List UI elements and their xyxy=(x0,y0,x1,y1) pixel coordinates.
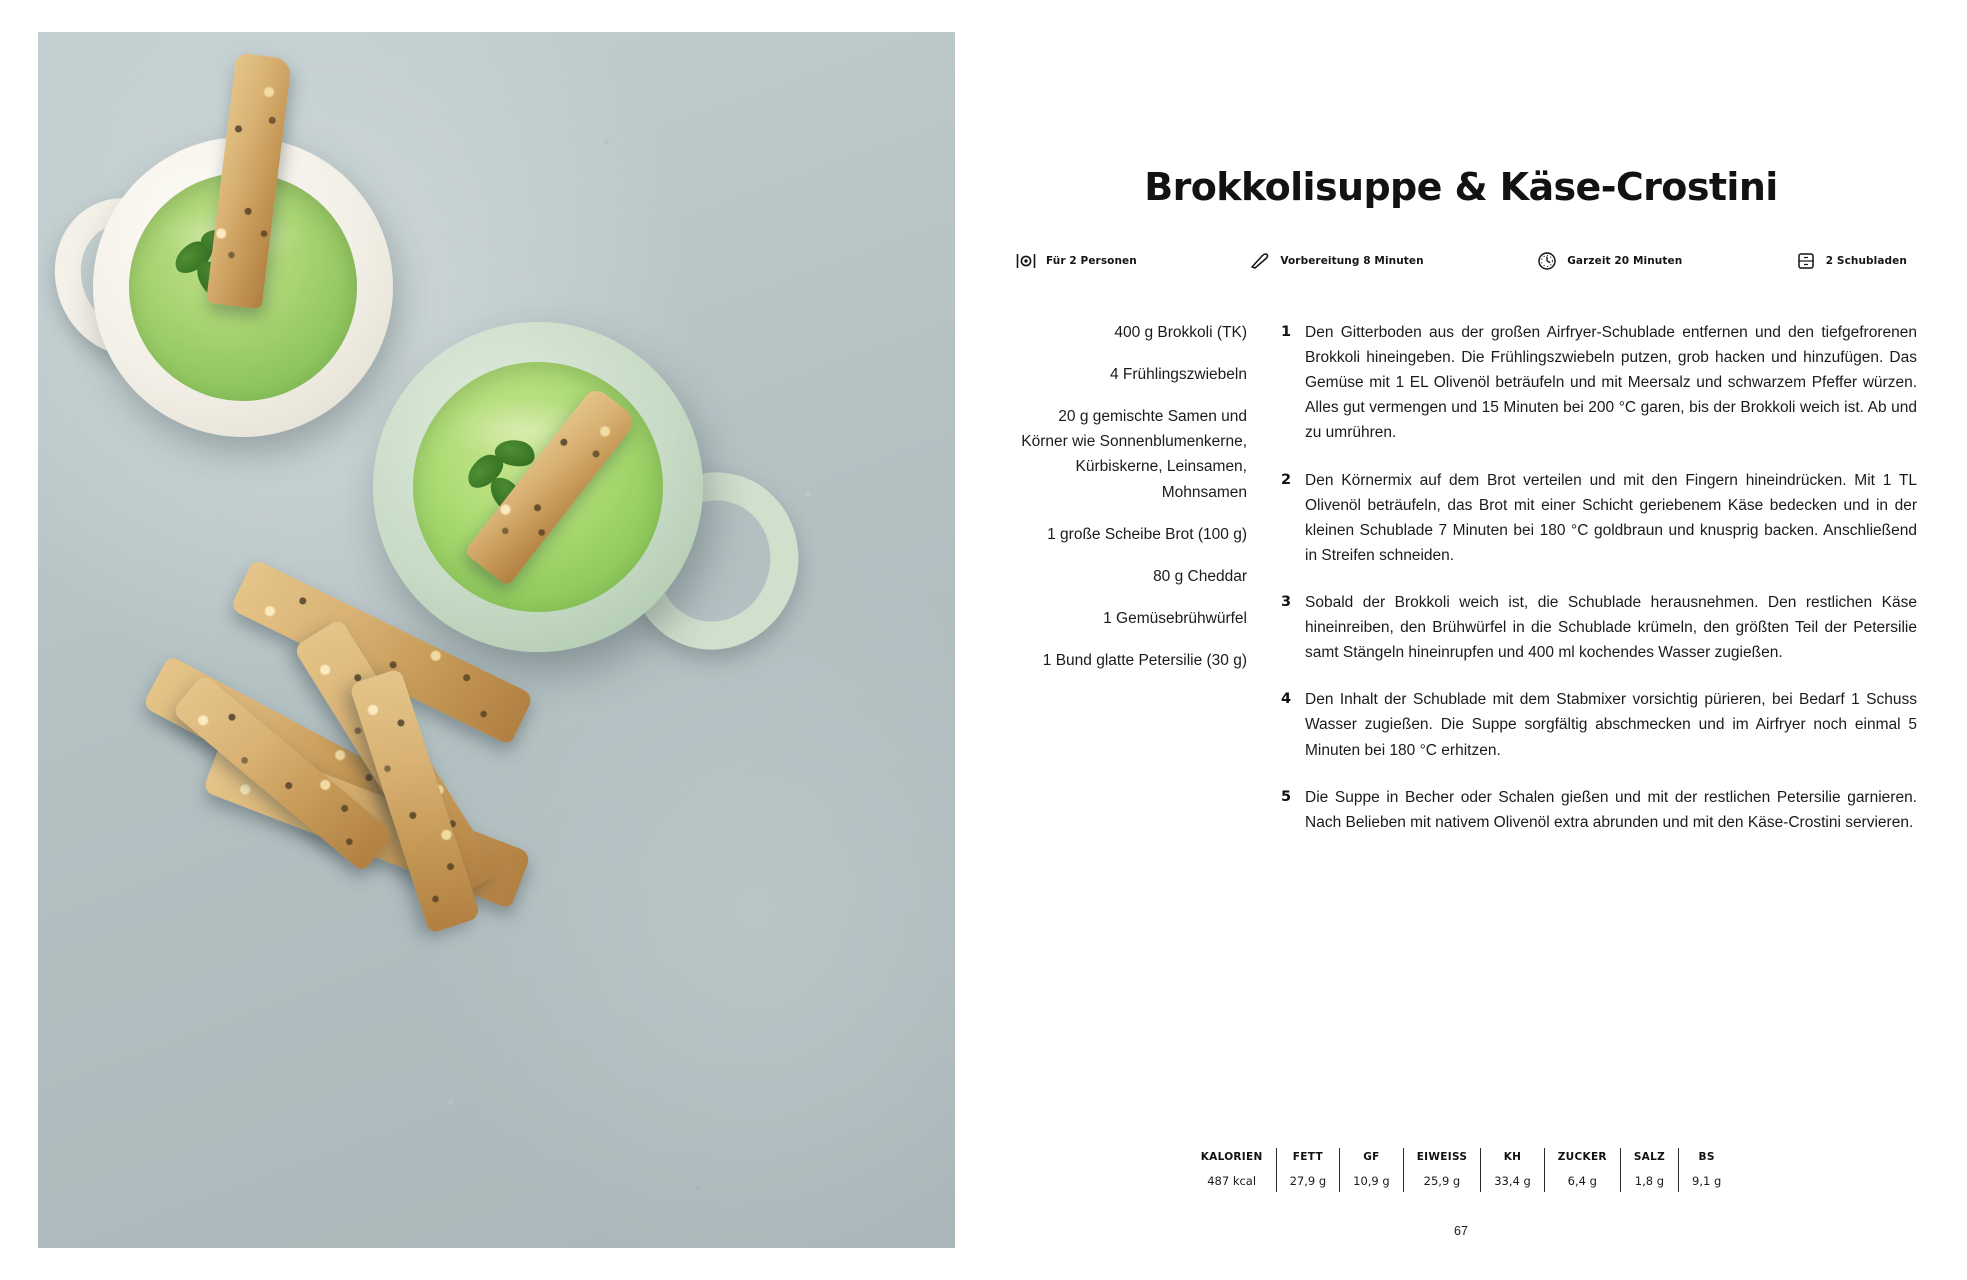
instruction-step xyxy=(1281,590,1917,665)
text-page xyxy=(955,0,1967,1280)
step-number: 2 xyxy=(1281,471,1292,488)
nutrition-value-cell: 6,4 g xyxy=(1544,1169,1620,1192)
page-title: Brokkolisuppe & Käse-Crostini xyxy=(1144,165,1778,210)
meta-prep xyxy=(1249,250,1423,272)
nutrition-value-cell: 10,9 g xyxy=(1340,1169,1404,1192)
nutrition-value-row xyxy=(1188,1169,1735,1192)
nutrition-header-cell: ZUCKER xyxy=(1544,1148,1620,1169)
recipe-photo xyxy=(38,32,955,1248)
ingredient-item: 4 Frühlingszwiebeln xyxy=(1110,366,1247,384)
drawer-icon xyxy=(1795,250,1817,272)
meta-drawers-label: 2 Schubladen xyxy=(1825,255,1907,267)
nutrition-header-cell: BS xyxy=(1679,1148,1735,1169)
step-number: 5 xyxy=(1281,788,1292,805)
nutrition-header-cell: SALZ xyxy=(1620,1148,1678,1169)
instruction-step xyxy=(1281,687,1917,762)
meta-servings xyxy=(1015,250,1137,272)
mug-white xyxy=(93,137,393,437)
meta-servings-label: Für 2 Personen xyxy=(1046,255,1137,267)
instruction-step xyxy=(1281,785,1917,835)
ingredients-list xyxy=(1015,320,1247,857)
nutrition-header-cell: FETT xyxy=(1276,1148,1340,1169)
nutrition-header-cell: KH xyxy=(1481,1148,1545,1169)
servings-icon xyxy=(1015,250,1037,272)
ingredient-item: 400 g Brokkoli (TK) xyxy=(1114,324,1247,341)
ingredient-item: 20 g gemischte Samen und Körner wie Sonnenblumenkerne, Kürbiskerne, Leinsamen, Mohnsamen xyxy=(1021,408,1247,501)
meta-cooktime-label: Garzeit 20 Minuten xyxy=(1567,255,1683,267)
ingredient-item: 80 g Cheddar xyxy=(1153,567,1247,585)
ingredient-item: 1 Bund glatte Petersilie (30 g) xyxy=(1042,651,1247,669)
ingredient-item: 1 große Scheibe Brot (100 g) xyxy=(1047,525,1247,543)
nutrition-value-cell: 487 kcal xyxy=(1207,1174,1257,1188)
instruction-step xyxy=(1281,320,1917,446)
photo-page xyxy=(0,0,955,1280)
meta-drawers xyxy=(1795,250,1907,272)
nutrition-header-cell: EIWEISS xyxy=(1403,1148,1481,1169)
instruction-steps xyxy=(1281,320,1917,857)
step-text: Die Suppe in Becher oder Schalen gießen und mit der restlichen Petersilie garnieren. Nach Belieben mit nativem Olivenöl extra abrunden und mit den Käse-Crostini servieren. xyxy=(1305,788,1917,831)
step-number: 4 xyxy=(1281,691,1292,708)
step-text: Den Inhalt der Schublade mit dem Stabmixer vorsichtig pürieren, bei Bedarf 1 Schuss Wasser zugießen. Die Suppe sorgfältig abschmecken und im Airfryer noch einmal 5 Minuten bei 180 °C erhitzen. xyxy=(1305,691,1917,759)
ingredient-item: 1 Gemüsebrühwürfel xyxy=(1103,609,1247,627)
nutrition-header-cell: KALORIEN xyxy=(1200,1151,1263,1163)
nutrition-value-cell: 25,9 g xyxy=(1403,1169,1481,1192)
nutrition-value-cell: 9,1 g xyxy=(1679,1169,1735,1192)
knife-icon xyxy=(1249,250,1271,272)
nutrition-value-cell: 33,4 g xyxy=(1481,1169,1545,1192)
meta-cooktime xyxy=(1536,250,1682,272)
meta-prep-label: Vorbereitung 8 Minuten xyxy=(1280,255,1424,267)
recipe-meta-row xyxy=(1015,250,1907,272)
nutrition-header-cell: GF xyxy=(1340,1148,1404,1169)
page-number: 67 xyxy=(1454,1224,1468,1238)
nutrition-value-cell: 27,9 g xyxy=(1276,1169,1340,1192)
step-number: 1 xyxy=(1281,324,1292,340)
recipe-body xyxy=(1015,320,1917,857)
nutrition-table xyxy=(955,1148,1967,1192)
step-text: Den Gitterboden aus der großen Airfryer-Schublade entfernen und den tiefgefrorenen Brokkoli hineingeben. Die Frühlingszwiebeln putzen, grob hacken und hinzufügen. Das Gemüse mit 1 EL Olivenöl beträufeln und mit Meersalz und schwarzem Pfeffer würzen. Alles gut vermengen und 15 Minuten bei 200 °C garen, bis der Brokkoli weich ist. Ab und zu umrühren. xyxy=(1305,324,1917,442)
step-text: Sobald der Brokkoli weich ist, die Schublade herausnehmen. Den restlichen Käse hineinreiben, den Brühwürfel in die Schublade krümeln, den größten Teil der Petersilie samt Stängeln hineinrupfen und 400 ml kochendes Wasser zugießen. xyxy=(1305,593,1917,662)
step-number: 3 xyxy=(1281,593,1292,610)
nutrition-value-cell: 1,8 g xyxy=(1620,1169,1678,1192)
nutrition-header-row xyxy=(1188,1148,1735,1169)
step-text: Den Körnermix auf dem Brot verteilen und mit den Fingern hineindrücken. Mit 1 TL Olivenöl beträufeln, das Brot mit einer Schicht geriebenem Käse bedecken und in der kleinen Schublade 7 Minuten bei 180 °C goldbraun und knusprig backen. Anschließend in Streifen schneiden. xyxy=(1305,471,1917,564)
mug-green xyxy=(373,322,703,652)
instruction-step xyxy=(1281,468,1917,568)
clock-icon xyxy=(1536,250,1558,272)
